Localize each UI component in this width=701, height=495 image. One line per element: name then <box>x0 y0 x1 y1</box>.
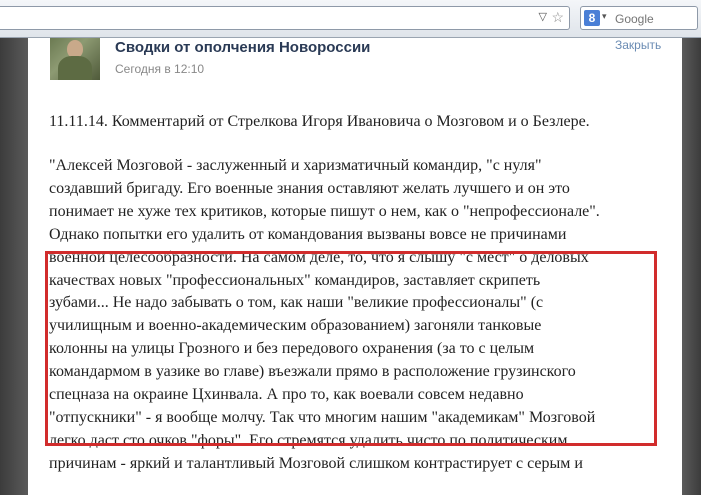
text-line: военной целесообразности. На самом деле, то, что я слышу "с мест" о деловых <box>49 248 589 266</box>
text-line: понимает не хуже тех критиков, которые пишут о нем, как о "непрофессионале". <box>49 202 600 220</box>
post-container <box>28 38 682 495</box>
close-link[interactable]: Закрыть <box>615 38 662 52</box>
page-background-right <box>682 38 701 495</box>
avatar[interactable] <box>50 38 100 80</box>
text-line: легко даст сто очков "форы". Его стремятся удалить чисто по политическим <box>49 431 568 449</box>
engine-dropdown-icon[interactable]: ▾ <box>602 11 607 21</box>
post-headline: 11.11.14. Комментарий от Стрелкова Игоря Ивановича о Мозговом и о Безлере. <box>49 113 590 130</box>
text-line: зубами... Не надо забывать о том, как наши "великие профессионалы" (с <box>49 294 544 312</box>
post-body <box>49 111 669 476</box>
text-line: Однако попытки его удалить от командования вызваны вовсе не причинами <box>49 225 567 243</box>
avatar-body <box>58 56 92 80</box>
text-line: командармом в уазике во главе) въезжали прямо в расположение грузинского <box>49 363 576 381</box>
google-icon[interactable]: 8 <box>584 10 600 26</box>
text-line: причинам - яркий и талантливый Мозговой слишком контрастирует с серым и <box>49 454 583 472</box>
search-box[interactable] <box>580 6 698 30</box>
post-paragraph <box>49 155 669 476</box>
history-dropdown-icon[interactable]: ▽ <box>538 11 547 23</box>
browser-toolbar <box>0 0 701 38</box>
text-line: колонны на улицы Грозного и без передового охранения (за то с целым <box>49 340 535 358</box>
address-input[interactable] <box>6 8 540 30</box>
group-name-link[interactable]: Сводки от ополчения Новороссии <box>115 39 371 56</box>
text-line: училищным и военно-академическим образованием) загоняли танковые <box>49 317 542 335</box>
post-timestamp[interactable]: Сегодня в 12:10 <box>115 62 205 76</box>
text-line: "отпускники" - я вообще молчу. Так что многим нашим "академикам" Мозговой <box>49 408 596 426</box>
text-line: создавший бригаду. Его военные знания оставляют желать лучшего и он это <box>49 179 570 197</box>
address-bar[interactable] <box>0 6 570 30</box>
bookmark-star-icon[interactable]: ☆ <box>551 9 564 25</box>
text-line: качествах новых "профессиональных" командиров, заставляет скрипеть <box>49 271 541 289</box>
search-input[interactable] <box>613 9 699 29</box>
page-background-left <box>0 38 28 495</box>
text-line: спецназа на окраине Цхинвала. А про то, как воевали совсем недавно <box>49 386 524 404</box>
text-line: "Алексей Мозговой - заслуженный и харизматичный командир, "с нуля" <box>49 157 542 174</box>
